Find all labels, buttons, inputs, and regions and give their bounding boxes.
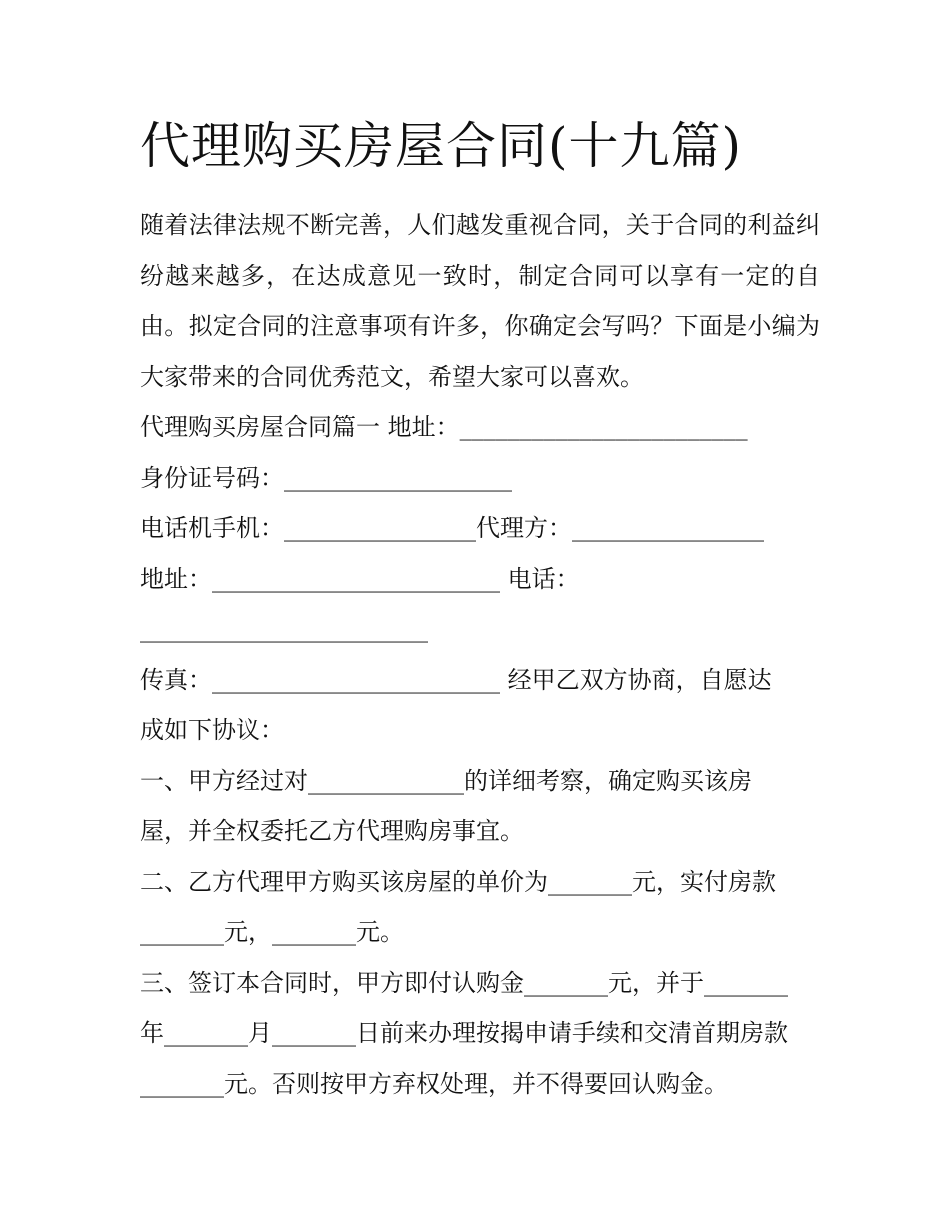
contract-line: 屋，并全权委托乙方代理购房事宜。 xyxy=(140,817,524,845)
contract-line: _______元，_______元。 xyxy=(140,918,404,946)
contract-line: 传真：________________________ 经甲乙双方协商，自愿达 xyxy=(140,665,772,694)
intro-paragraph: 随着法律法规不断完善，人们越发重视合同，关于合同的利益纠纷越来越多，在达成意见一致时，制定合同可以享有一定的自由。拟定合同的注意事项有许多，你确定会写吗？下面是小编为大家带来的合同优秀范文，希望大家可以喜欢。 xyxy=(140,211,820,391)
contract-line: 地址：________________________ 电话： xyxy=(140,564,580,593)
document-title: 代理购买房屋合同(十九篇) xyxy=(140,117,743,175)
contract-line: 二、乙方代理甲方购买该房屋的单价为_______元，实付房款 xyxy=(140,867,776,896)
contract-line: 年_______月_______日前来办理按揭申请手续和交清首期房款 xyxy=(140,1019,788,1047)
contract-line: 一、甲方经过对_____________的详细考察，确定购买该房 xyxy=(140,766,752,795)
contract-line: 电话机手机：________________代理方：________________ xyxy=(140,514,764,542)
document-page xyxy=(140,110,820,1109)
contract-body xyxy=(140,402,820,1109)
contract-line: ________________________ xyxy=(140,615,428,643)
contract-line: 成如下协议： xyxy=(140,716,284,744)
contract-line: 三、签订本合同时，甲方即付认购金_______元，并于_______ xyxy=(140,968,788,997)
contract-line: 代理购买房屋合同篇一 地址：________________________ xyxy=(140,413,748,441)
contract-line: _______元。否则按甲方弃权处理，并不得要回认购金。 xyxy=(140,1069,728,1098)
contract-line: 身份证号码：___________________ xyxy=(140,463,512,492)
